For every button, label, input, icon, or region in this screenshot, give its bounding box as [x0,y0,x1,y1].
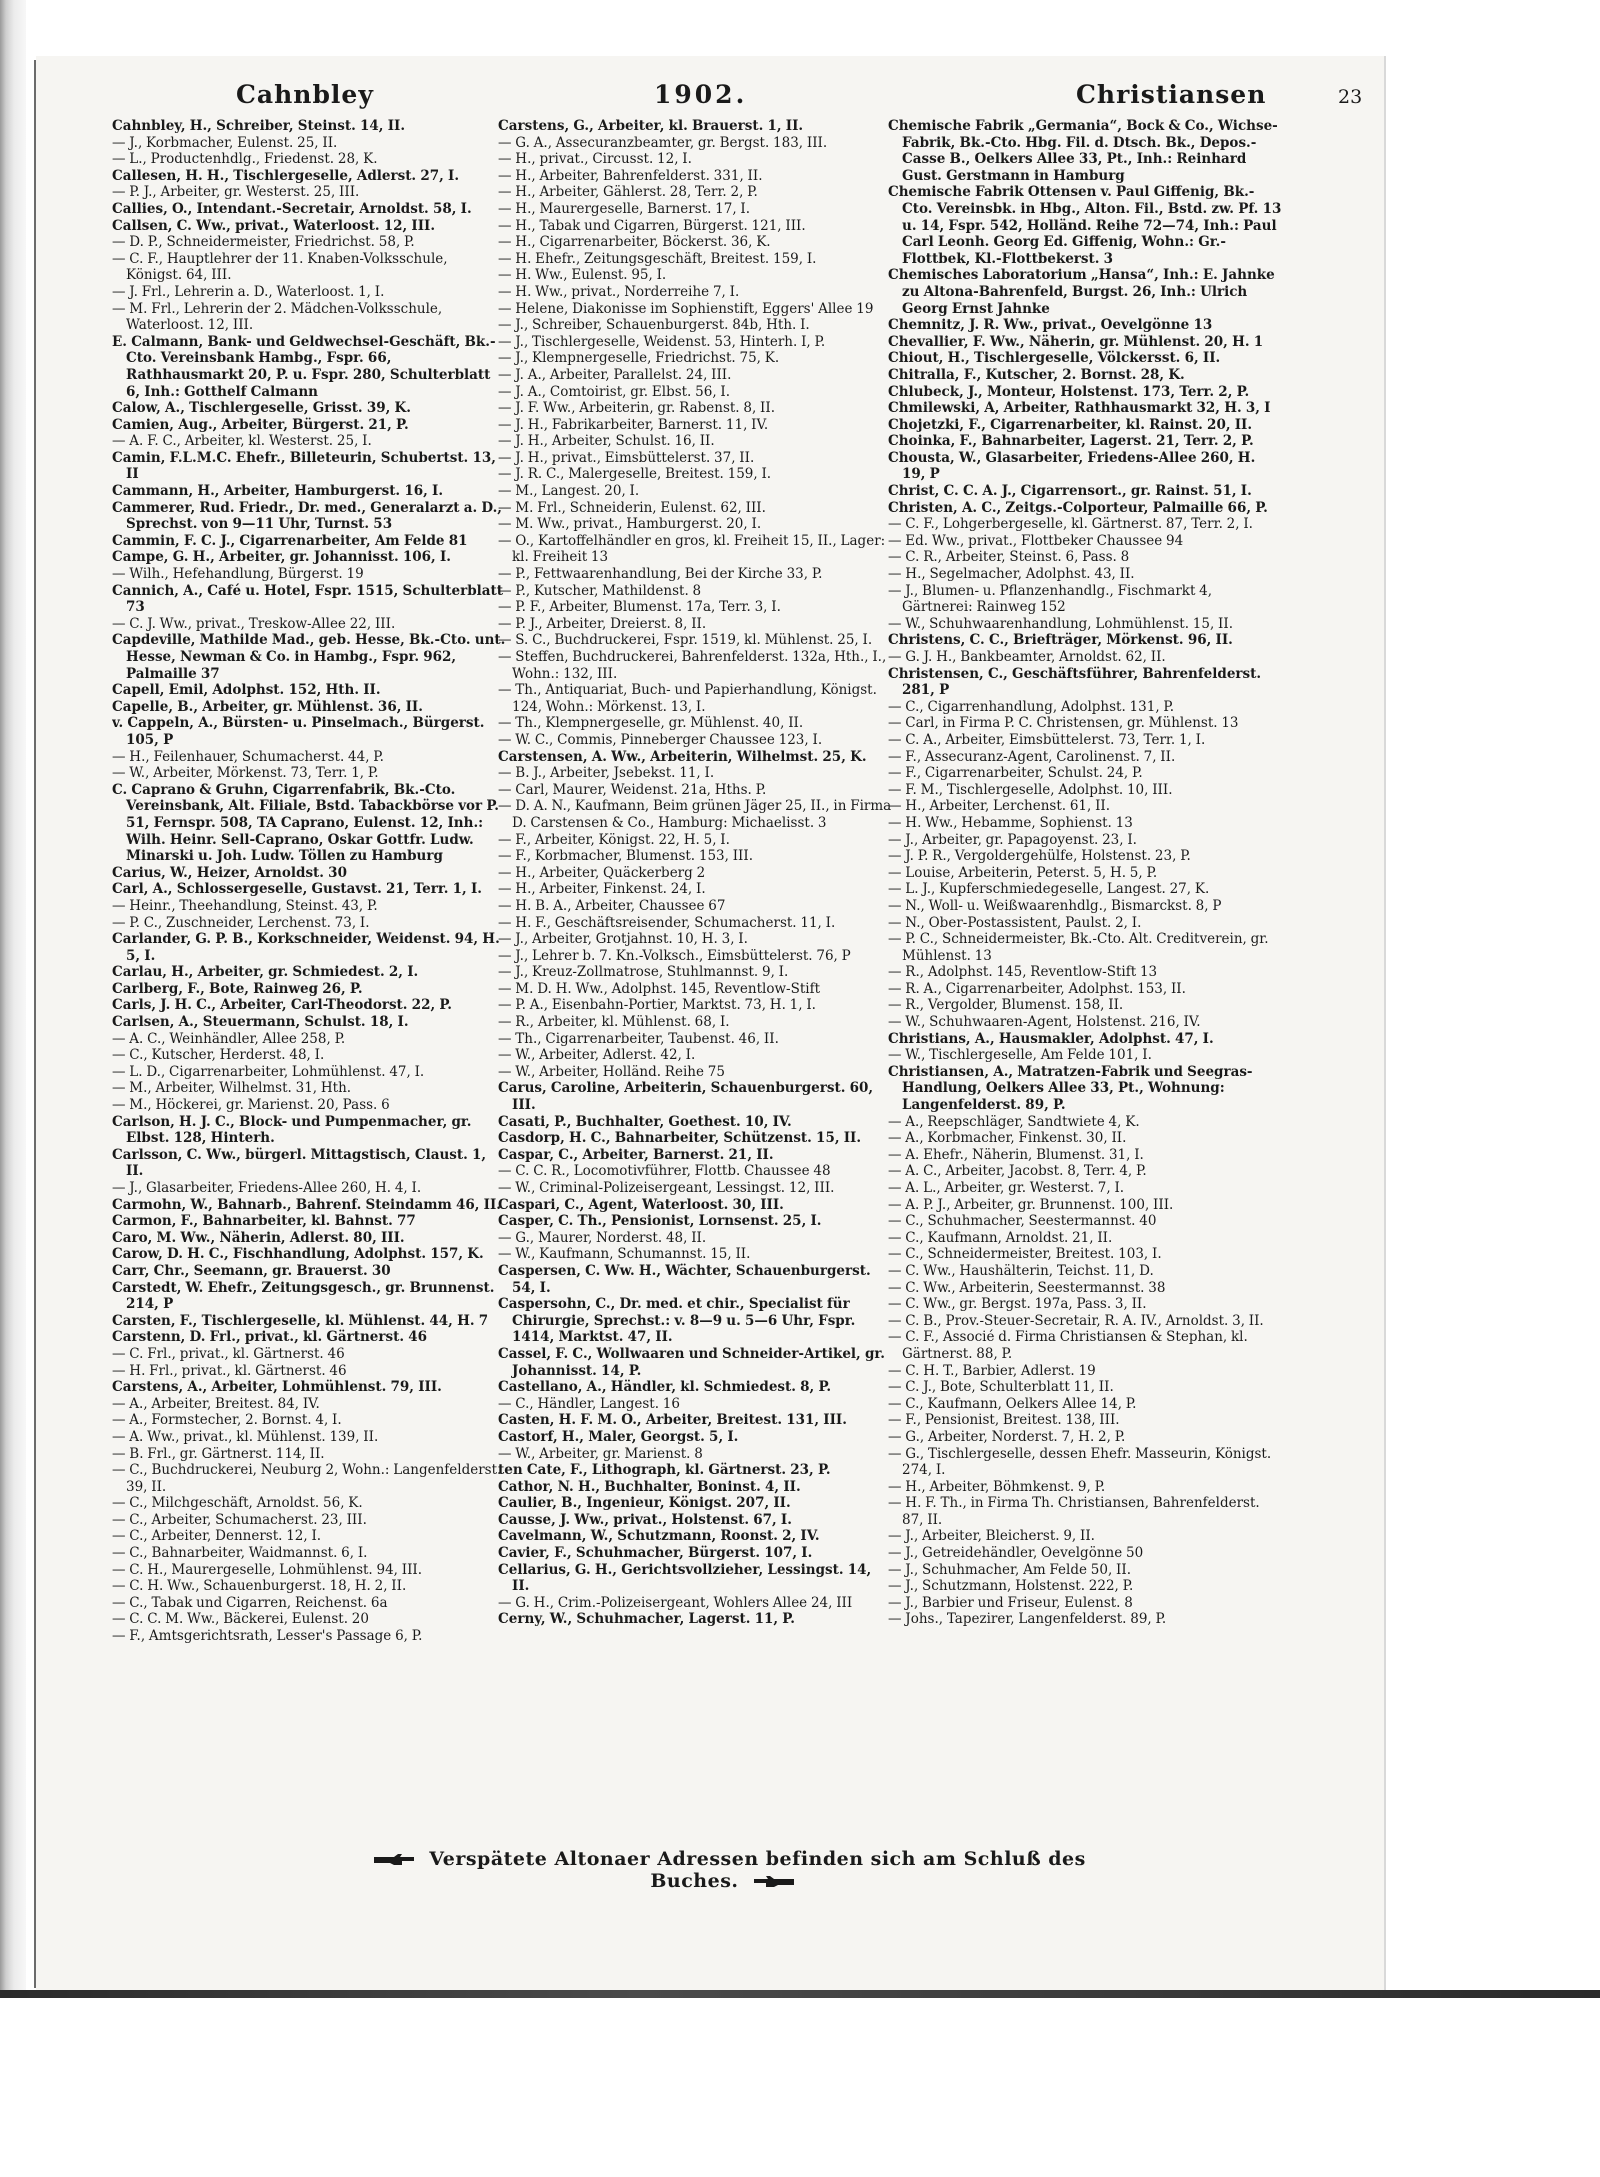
directory-entry: Casper, C. Th., Pensionist, Lornsenst. 25, I. [498,1213,822,1230]
directory-entry: Carus, Caroline, Arbeiterin, Schauenburgerst. 60, III. [498,1080,874,1114]
directory-entry: Cannich, A., Café u. Hotel, Fspr. 1515, Schulterblatt 73 [112,582,503,616]
directory-entry: — C., Arbeiter, Dennerst. 12, I. [112,1528,322,1545]
directory-entry: Camin, F.L.M.C. Ehefr., Billeteurin, Schubertst. 13, II [112,449,496,483]
directory-entry: — Heinr., Theehandlung, Steinst. 43, P. [112,897,378,914]
directory-entry: Cerny, W., Schuhmacher, Lagerst. 11, P. [498,1611,795,1628]
directory-entry: — L., Productenhdlg., Friedenst. 28, K. [112,151,378,168]
directory-entry: Chemnitz, J. R. Ww., privat., Oevelgönne 13 [888,317,1213,334]
directory-entry: — Ed. Ww., privat., Flottbeker Chaussee 94 [888,532,1184,549]
directory-entry: — J., Korbmacher, Eulenst. 25, II. [112,134,338,151]
directory-entry: — W., Schuhwaarenhandlung, Lohmühlenst. 15, II. [888,615,1234,632]
directory-entry: — C., Kaufmann, Arnoldst. 21, II. [888,1229,1113,1246]
directory-entry: — J. F. Ww., Arbeiterin, gr. Rabenst. 8, II. [498,400,776,417]
directory-entry: — P., Kutscher, Mathildenst. 8 [498,582,702,599]
directory-entry: — H., Segelmacher, Adolphst. 43, II. [888,566,1135,583]
directory-entry: Carsten, F., Tischlergeselle, kl. Mühlenst. 44, H. 7 [112,1312,489,1329]
header-right-catchword: Christiansen [1076,80,1267,109]
directory-entry: — Th., Antiquariat, Buch- und Papierhandlung, Königst. 124, Wohn.: Mörkenst. 13, I. [498,682,877,715]
directory-entry: Carstensen, A. Ww., Arbeiterin, Wilhelmst. 25, K. [498,748,867,765]
directory-entry: — C., Schuhmacher, Seestermannst. 40 [888,1213,1157,1230]
directory-entry: — W., Arbeiter, gr. Marienst. 8 [498,1445,703,1462]
directory-entry: Carstens, A., Arbeiter, Lohmühlenst. 79, III. [112,1379,442,1396]
directory-entry: — C. H. T., Barbier, Adlerst. 19 [888,1362,1096,1379]
directory-entry: Carls, J. H. C., Arbeiter, Carl-Theodorst. 22, P. [112,997,452,1014]
directory-entry: — H., Arbeiter, Bahrenfelderst. 331, II. [498,167,763,184]
directory-entry: — H., Tabak und Cigarren, Bürgerst. 121, III. [498,217,806,234]
directory-entry: — M., Langest. 20, I. [498,483,640,500]
directory-entry: Carlau, H., Arbeiter, gr. Schmiedest. 2, I. [112,964,419,981]
directory-entry: — P. A., Eisenbahn-Portier, Marktst. 73, H. 1, I. [498,997,816,1014]
directory-entry: — J. Frl., Lehrerin a. D., Waterloost. 1, I. [112,283,385,300]
directory-entry: — W., Kaufmann, Schumannst. 15, II. [498,1246,751,1263]
directory-entry: Callies, O., Intendant.-Secretair, Arnoldst. 58, I. [112,200,472,217]
directory-entry: Cahnbley, H., Schreiber, Steinst. 14, II. [112,118,406,134]
directory-entry: — H., Arbeiter, Böhmkenst. 9, P. [888,1478,1106,1495]
directory-entry: Christen, A. C., Zeitgs.-Colporteur, Palmaille 66, P. [888,499,1268,516]
directory-entry: — W. C., Commis, Pinneberger Chaussee 123, I. [498,731,823,748]
directory-entry: — O., Kartoffelhändler en gros, kl. Freiheit 15, II., Lager: kl. Freiheit 13 [498,532,886,566]
directory-entry: — W., Schuhwaaren-Agent, Holstenst. 216, IV. [888,1014,1201,1031]
directory-entry: — L. D., Cigarrenarbeiter, Lohmühlenst. 47, I. [112,1063,425,1080]
directory-entry: — J., Schutzmann, Holstenst. 222, P. [888,1578,1134,1595]
directory-entry: — Th., Klempnergeselle, gr. Mühlenst. 40, II. [498,715,804,732]
directory-entry: Cavier, F., Schuhmacher, Bürgerst. 107, I. [498,1545,813,1562]
footer-note-text: Verspätete Altonaer Adressen befinden sich am Schluß des Buches. [429,1848,1086,1892]
directory-entry: — C. A., Arbeiter, Eimsbüttelerst. 73, Terr. 1, I. [888,731,1206,748]
directory-entry: — J., Glasarbeiter, Friedens-Allee 260, H. 4, I. [112,1180,422,1196]
directory-entry: Carius, W., Heizer, Arnoldst. 30 [112,864,347,881]
directory-entry: — F., Pensionist, Breitest. 138, III. [888,1412,1120,1429]
directory-entry: — C., Bahnarbeiter, Waidmannst. 6, I. [112,1545,368,1562]
directory-entry: — H., Feilenhauer, Schumacherst. 44, P. [112,748,384,765]
directory-entry: Carstens, G., Arbeiter, kl. Brauerst. 1, II. [498,118,804,134]
directory-entry: Choinka, F., Bahnarbeiter, Lagerst. 21, Terr. 2, P. [888,433,1254,450]
directory-entry: Chiout, H., Tischlergeselle, Völckersst. 6, II. [888,350,1221,367]
directory-entry: — G., Arbeiter, Norderst. 7, H. 2, P. [888,1428,1126,1445]
directory-entry: Christiansen, A., Matratzen-Fabrik und Seegras-Handlung, Oelkers Allee 33, Pt., Wohnung: Langenfelderst. 89, P. [888,1063,1253,1114]
directory-entry: — J. H., Fabrikarbeiter, Barnerst. 11, IV. [498,416,769,433]
directory-entry: — C., Kutscher, Herderst. 48, I. [112,1047,325,1064]
directory-entry: Chlubeck, J., Monteur, Holstenst. 173, Terr. 2, P. [888,383,1250,400]
directory-entry: — Carl, Maurer, Weidenst. 21a, Hths. P. [498,781,767,798]
directory-entry: — A. P. J., Arbeiter, gr. Brunnenst. 100, III. [888,1196,1174,1213]
directory-entry: Castorf, H., Maler, Georgst. 5, I. [498,1428,739,1445]
directory-entry: — H., Arbeiter, Gählerst. 28, Terr. 2, P. [498,184,758,201]
directory-entry: — R., Vergolder, Blumenst. 158, II. [888,997,1124,1014]
directory-entry: Chmilewski, A, Arbeiter, Rathhausmarkt 32, H. 3, I [888,400,1271,417]
directory-entry: — H. Ww., Hebamme, Sophienst. 13 [888,814,1133,831]
directory-entry: Causse, J. Ww., privat., Holstenst. 67, I. [498,1511,792,1528]
directory-entry: — A., Korbmacher, Finkenst. 30, II. [888,1130,1127,1147]
header-left-catchword: Cahnbley [236,80,374,109]
directory-entry: Callsen, C. Ww., privat., Waterloost. 12, III. [112,217,436,234]
directory-entry: Cavelmann, W., Schutzmann, Roonst. 2, IV. [498,1528,820,1545]
directory-entry: — Th., Cigarrenarbeiter, Taubenst. 46, II. [498,1030,779,1047]
directory-entry: — C. C. R., Locomotivführer, Flottb. Chaussee 48 [498,1163,831,1180]
pointing-hand-left-icon [752,1873,796,1891]
directory-entry: Caspari, C., Agent, Waterloost. 30, III. [498,1196,784,1213]
directory-entry: — J., Arbeiter, gr. Papagoyenst. 23, I. [888,831,1137,848]
directory-entry: — M. Ww., privat., Hamburgerst. 20, I. [498,516,762,533]
directory-entry: Capdeville, Mathilde Mad., geb. Hesse, Bk.-Cto. unt. Hesse, Newman & Co. in Hambg., Fspr. 962, Palmaille 37 [112,632,506,682]
directory-entry: — M. D. H. Ww., Adolphst. 145, Reventlow-Stift [498,980,821,997]
directory-entry: — J., Tischlergeselle, Weidenst. 53, Hinterh. I, P. [498,333,826,350]
directory-entry: — Steffen, Buchdruckerei, Bahrenfelderst. 132a, Hth., I., Wohn.: 132, III. [498,649,887,682]
directory-entry: Christians, A., Hausmakler, Adolphst. 47, I. [888,1030,1214,1047]
directory-entry: Carr, Chr., Seemann, gr. Brauerst. 30 [112,1262,391,1279]
directory-entry: — J., Schuhmacher, Am Felde 50, II. [888,1561,1131,1578]
directory-entry: — C. J., Bote, Schulterblatt 11, II. [888,1379,1114,1396]
directory-entry: — J., Kreuz-Zollmatrose, Stuhlmannst. 9, I. [498,964,789,981]
directory-entry: Cammin, F. C. J., Cigarrenarbeiter, Am Felde 81 [112,532,468,549]
directory-entry: Casati, P., Buchhalter, Goethest. 10, IV. [498,1113,792,1130]
directory-entry: Castellano, A., Händler, kl. Schmiedest. 8, P. [498,1379,832,1396]
directory-entry: Christ, C. C. A. J., Cigarrensort., gr. Rainst. 51, I. [888,483,1252,500]
directory-entry: — J. A., Arbeiter, Parallelst. 24, III. [498,366,732,383]
directory-entry: — H. Ww., Eulenst. 95, I. [498,267,667,284]
directory-entry: — H., Arbeiter, Lerchenst. 61, II. [888,798,1111,815]
directory-entry: — C., Tabak und Cigarren, Reichenst. 6a [112,1594,388,1611]
directory-entry: — A. F. C., Arbeiter, kl. Westerst. 25, I. [112,433,372,450]
directory-entry: — P. J., Arbeiter, Dreierst. 8, II. [498,615,707,632]
directory-entry: — C. H. Ww., Schauenburgerst. 18, H. 2, II. [112,1578,407,1595]
directory-entry: — J., Arbeiter, Bleicherst. 9, II. [888,1528,1095,1545]
directory-entry: — M. Frl., Lehrerin der 2. Mädchen-Volksschule, Waterloost. 12, III. [112,300,443,334]
directory-entry: — Helene, Diakonisse im Sophienstift, Eggers' Allee 19 [498,300,874,317]
directory-entry: — C. C. M. Ww., Bäckerei, Eulenst. 20 [112,1611,369,1628]
directory-entry: Caulier, B., Ingenieur, Königst. 207, II. [498,1495,791,1512]
directory-entry: Carlson, H. J. C., Block- und Pumpenmacher, gr. Elbst. 128, Hinterh. [112,1113,472,1147]
header-year: 1902. [654,80,748,109]
directory-entry: — B. Frl., gr. Gärtnerst. 114, II. [112,1445,325,1462]
directory-entry: — P. C., Schneidermeister, Bk.-Cto. Alt. Creditverein, gr. Mühlenst. 13 [888,931,1269,964]
directory-entry: Christens, C. C., Briefträger, Mörkenst. 96, II. [888,632,1233,649]
directory-entry: v. Cappeln, A., Bürsten- u. Pinselmach., Bürgerst. 105, P [112,715,485,748]
directory-entry: — C. B., Prov.-Steuer-Secretair, R. A. IV., Arnoldst. 3, II. [888,1312,1264,1329]
directory-entry: — C. H., Maurergeselle, Lohmühlenst. 94, III. [112,1561,423,1578]
directory-entry: Chemische Fabrik „Germania“, Bock & Co., Wichse-Fabrik, Bk.-Cto. Hbg. Fil. d. Dtsch. Bk., Depos.-Casse B., Oelkers Allee 33, Pt., Inh.: Reinhard Gust. Gerstmann in Hamburg [888,118,1278,184]
directory-entry: — J. H., Arbeiter, Schulst. 16, II. [498,433,715,450]
directory-entry: — H. F. Th., in Firma Th. Christiansen, Bahrenfelderst. 87, II. [888,1495,1260,1528]
directory-entry: — J., Blumen- u. Pflanzenhandlg., Fischmarkt 4, Gärtnerei: Rainweg 152 [888,582,1213,616]
directory-entry: — H., Cigarrenarbeiter, Böckerst. 36, K. [498,234,771,251]
directory-entry: — H. F., Geschäftsreisender, Schumacherst. 11, I. [498,914,836,931]
directory-entry: — H. Frl., privat., kl. Gärtnerst. 46 [112,1362,347,1379]
directory-entry: — F., Arbeiter, Königst. 22, H. 5, I. [498,831,730,848]
directory-entry: — C., Buchdruckerei, Neuburg 2, Wohn.: Langenfelderst. 39, II. [112,1462,502,1495]
directory-entry: — F., Amtsgerichtsrath, Lesser's Passage 6, P. [112,1628,423,1645]
directory-entry: — C. Ww., Arbeiterin, Seestermannst. 38 [888,1279,1166,1296]
directory-entry: — W., Tischlergeselle, Am Felde 101, I. [888,1047,1152,1064]
directory-entry: — C., Arbeiter, Schumacherst. 23, III. [112,1511,367,1528]
directory-entry: Chitralla, F., Kutscher, 2. Bornst. 28, K. [888,366,1185,383]
directory-entry: — G. J. H., Bankbeamter, Arnoldst. 62, II. [888,649,1166,665]
directory-entry: — W., Arbeiter, Adlerst. 42, I. [498,1047,696,1064]
directory-entry: C. Caprano & Gruhn, Cigarrenfabrik, Bk.-Cto. Vereinsbank, Alt. Filiale, Bstd. Tabackbörse vor P. 51, Fernspr. 508, TA Caprano, Eulenst. 12, Inh.: Wilh. Heinr. Sell-Caprano, Oskar Gottfr. Ludw. Minarski u. Joh. Ludw. Töllen zu Hamburg [112,781,499,865]
directory-entry: E. Calmann, Bank- und Geldwechsel-Geschäft, Bk.-Cto. Vereinsbank Hambg., Fspr. 66, Rathhausmarkt 20, P. u. Fspr. 280, Schulterblatt 6, Inh.: Gotthelf Calmann [112,333,496,400]
directory-entry: — H., Arbeiter, Finkenst. 24, I. [498,881,706,898]
directory-entry: — M., Höckerei, gr. Marienst. 20, Pass. 6 [112,1097,390,1114]
scan-bottom-band [0,1990,1600,1998]
directory-entry: Carow, D. H. C., Fischhandlung, Adolphst. 157, K. [112,1246,484,1263]
directory-entry: — G. H., Crim.-Polizeisergeant, Wohlers Allee 24, III [498,1594,853,1611]
directory-entry: — A. C., Weinhändler, Allee 258, P. [112,1030,346,1047]
directory-entry: — F., Korbmacher, Blumenst. 153, III. [498,848,754,865]
directory-entry: — W., Arbeiter, Holländ. Reihe 75 [498,1063,725,1080]
column-right [888,118,1282,1878]
directory-entry: — C. F., Lohgerbergeselle, kl. Gärtnerst. 87, Terr. 2, I. [888,516,1253,533]
directory-entry: — C. Frl., privat., kl. Gärtnerst. 46 [112,1345,345,1362]
directory-entry: — C. J. Ww., privat., Treskow-Allee 22, III. [112,615,396,632]
directory-entry: — J., Barbier und Friseur, Eulenst. 8 [888,1594,1133,1611]
directory-entry: — J., Getreidehändler, Oevelgönne 50 [888,1545,1144,1562]
directory-entry: Carlander, G. P. B., Korkschneider, Weidenst. 94, H. 5, I. [112,931,500,964]
directory-entry: Chemisches Laboratorium „Hansa“, Inh.: E. Jahnke zu Altona-Bahrenfeld, Burgst. 26, Inh.: Ulrich Georg Ernst Jahnke [888,267,1275,317]
directory-entry: — G., Tischlergeselle, dessen Ehefr. Masseurin, Königst. 274, I. [888,1445,1272,1479]
directory-entry: — W., Criminal-Polizeisergeant, Lessingst. 12, III. [498,1180,835,1196]
directory-entry: — L. J., Kupferschmiedegeselle, Langest. 27, K. [888,881,1210,898]
directory-entry: — J. H., privat., Eimsbüttelerst. 37, II. [498,449,755,466]
directory-entry: — H., Arbeiter, Quäckerberg 2 [498,864,706,881]
page-number: 23 [1338,86,1363,108]
directory-entry: Capell, Emil, Adolphst. 152, Hth. II. [112,682,381,699]
directory-entry: Carstenn, D. Frl., privat., kl. Gärtnerst. 46 [112,1329,428,1346]
directory-entry: — A., Arbeiter, Breitest. 84, IV. [112,1395,320,1412]
directory-page [36,56,1384,1990]
directory-entry: Cathor, N. H., Buchhalter, Boninst. 4, II. [498,1478,801,1495]
footer-note [326,1848,1126,1892]
directory-entry: — C. Ww., gr. Bergst. 197a, Pass. 3, II. [888,1296,1147,1313]
directory-entry: Caspar, C., Arbeiter, Barnerst. 21, II. [498,1146,774,1163]
directory-entry: — R. A., Cigarrenarbeiter, Adolphst. 153, II. [888,980,1186,997]
directory-entry: — D. P., Schneidermeister, Friedrichst. 58, P. [112,234,415,251]
directory-entry: — H. B. A., Arbeiter, Chaussee 67 [498,897,726,914]
directory-entry: — C. F., Hauptlehrer der 11. Knaben-Volksschule, Königst. 64, III. [112,250,448,284]
directory-entry: ten Cate, F., Lithograph, kl. Gärtnerst. 23, P. [498,1462,831,1479]
directory-entry: — F., Cigarrenarbeiter, Schulst. 24, P. [888,765,1143,782]
directory-entry: — Wilh., Hefehandlung, Bürgerst. 19 [112,566,364,583]
directory-entry: Campe, G. H., Arbeiter, gr. Johannisst. 106, I. [112,549,451,566]
directory-entry: — C. R., Arbeiter, Steinst. 6, Pass. 8 [888,549,1130,566]
directory-entry: Carmon, F., Bahnarbeiter, kl. Bahnst. 77 [112,1213,416,1230]
directory-entry: — J. R. C., Malergeselle, Breitest. 159, I. [498,466,772,483]
directory-entry: — P., Fettwaarenhandlung, Bei der Kirche 33, P. [498,566,823,583]
directory-entry: Carstedt, W. Ehefr., Zeitungsgesch., gr. Brunnenst. 214, P [112,1279,495,1313]
directory-entry: — N., Ober-Postassistent, Paulst. 2, I. [888,914,1142,931]
directory-entry: — H. Ehefr., Zeitungsgeschäft, Breitest. 159, I. [498,250,817,267]
directory-entry: — D. A. N., Kaufmann, Beim grünen Jäger 25, II., in Firma D. Carstensen & Co., Hamburg: Michaelisst. 3 [498,798,892,831]
directory-entry: — G., Maurer, Norderst. 48, II. [498,1229,707,1246]
directory-entry: — P. C., Zuschneider, Lerchenst. 73, I. [112,914,370,931]
directory-entry: Calow, A., Tischlergeselle, Grisst. 39, K. [112,400,411,417]
directory-entry: Capelle, B., Arbeiter, gr. Mühlenst. 36, II. [112,698,423,715]
directory-entry: Camien, Aug., Arbeiter, Bürgerst. 21, P. [112,416,409,433]
directory-entry: Caro, M. Ww., Näherin, Adlerst. 80, III. [112,1229,405,1246]
directory-entry: — C., Händler, Langest. 16 [498,1395,680,1412]
column-middle [498,118,892,1878]
directory-entry: — H. Ww., privat., Norderreihe 7, I. [498,283,740,300]
directory-entry: — J., Klempnergeselle, Friedrichst. 75, K. [498,350,780,367]
directory-entry: Carlsen, A., Steuermann, Schulst. 18, I. [112,1014,409,1031]
scan-edge [0,0,26,1990]
directory-entry: — M., Arbeiter, Wilhelmst. 31, Hth. [112,1080,352,1097]
column-left [112,118,506,1878]
running-head [36,80,1384,120]
directory-entry: — G. A., Assecuranzbeamter, gr. Bergst. 183, III. [498,134,828,151]
directory-entry: Cassel, F. C., Wollwaaren und Schneider-Artikel, gr. Johannisst. 14, P. [498,1345,885,1379]
directory-entry: — A., Formstecher, 2. Bornst. 4, I. [112,1412,342,1429]
directory-entry: — F., Assecuranz-Agent, Carolinenst. 7, II. [888,748,1176,765]
directory-entry: — A. Ww., privat., kl. Mühlenst. 139, II. [112,1428,379,1445]
directory-entry: — J. A., Comtoirist, gr. Elbst. 56, I. [498,383,731,400]
directory-entry: — W., Arbeiter, Mörkenst. 73, Terr. 1, P. [112,765,379,782]
directory-entry: — C., Milchgeschäft, Arnoldst. 56, K. [112,1495,363,1512]
directory-entry: — J., Arbeiter, Grotjahnst. 10, H. 3, I. [498,931,748,948]
directory-entry: — M. Frl., Schneiderin, Eulenst. 62, III. [498,499,766,516]
directory-entry: — P. J., Arbeiter, gr. Westerst. 25, III. [112,184,360,201]
directory-entry: — R., Arbeiter, kl. Mühlenst. 68, I. [498,1014,730,1031]
directory-entry: — P. F., Arbeiter, Blumenst. 17a, Terr. 3, I. [498,599,781,616]
directory-entry: Caspersohn, C., Dr. med. et chir., Specialist für Chirurgie, Sprechst.: v. 8—9 u. 5—6 Uhr, Fspr. 1414, Marktst. 47, II. [498,1296,856,1346]
directory-entry: Casdorp, H. C., Bahnarbeiter, Schützenst. 15, II. [498,1130,862,1147]
directory-entry: — F. M., Tischlergeselle, Adolphst. 10, III. [888,781,1173,798]
directory-entry: Christensen, C., Geschäftsführer, Bahrenfelderst. 281, P [888,665,1262,699]
directory-entry: Chojetzki, F., Cigarrenarbeiter, kl. Rainst. 20, II. [888,416,1253,433]
directory-entry: Carlberg, F., Bote, Rainweg 26, P. [112,980,363,997]
directory-entry: Carmohn, W., Bahnarb., Bahrenf. Steindamm 46, II. [112,1196,501,1213]
directory-entry: Casten, H. F. M. O., Arbeiter, Breitest. 131, III. [498,1412,847,1429]
directory-entry: Chemische Fabrik Ottensen v. Paul Giffenig, Bk.-Cto. Vereinsbk. in Hbg., Alton. Fil., Bstd. zw. Pf. 13 u. 14, Fspr. 542, Holländ. Reihe 72—74, Inh.: Paul Carl Leonh. Georg Ed. Giffenig, Wohn.: Gr.-Flottbek, Kl.-Flottbekerst. 3 [888,184,1282,267]
directory-entry: Chevallier, F. Ww., Näherin, gr. Mühlenst. 20, H. 1 [888,333,1264,350]
directory-entry: — Johs., Tapezirer, Langenfelderst. 89, P. [888,1611,1167,1628]
directory-entry: — C. Ww., Haushälterin, Teichst. 11, D. [888,1262,1154,1279]
directory-entry: Cellarius, G. H., Gerichtsvollzieher, Lessingst. 14, II. [498,1561,872,1595]
directory-entry: — A. L., Arbeiter, gr. Westerst. 7, I. [888,1180,1125,1196]
directory-entry: — H., Maurergeselle, Barnerst. 17, I. [498,200,751,217]
directory-entry: Chousta, W., Glasarbeiter, Friedens-Allee 260, H. 19, P [888,449,1256,483]
scan-margin [0,1998,1600,2177]
directory-entry: — J., Schreiber, Schauenburgerst. 84b, Hth. I. [498,317,810,334]
directory-entry: — B. J., Arbeiter, Jsebekst. 11, I. [498,765,715,782]
directory-entry: — C., Schneidermeister, Breitest. 103, I. [888,1246,1162,1263]
directory-entry: Carl, A., Schlossergeselle, Gustavst. 21, Terr. 1, I. [112,881,482,898]
directory-entry: — A. C., Arbeiter, Jacobst. 8, Terr. 4, P. [888,1163,1147,1180]
directory-entry: Callesen, H. H., Tischlergeselle, Adlerst. 27, I. [112,167,460,184]
directory-entry: — Louise, Arbeiterin, Peterst. 5, H. 5, P. [888,864,1158,881]
directory-entry: — R., Adolphst. 145, Reventlow-Stift 13 [888,964,1158,981]
directory-entry: Cammerer, Rud. Friedr., Dr. med., Generalarzt a. D., Sprechst. von 9—11 Uhr, Turnst. 53 [112,499,502,533]
directory-entry: — A. Ehefr., Näherin, Blumenst. 31, I. [888,1146,1144,1163]
directory-entry: Carlsson, C. Ww., bürgerl. Mittagstisch, Claust. 1, II. [112,1146,487,1180]
directory-entry: — J. P. R., Vergoldergehülfe, Holstenst. 23, P. [888,848,1191,865]
directory-entry: — S. C., Buchdruckerei, Fspr. 1519, kl. Mühlenst. 25, I. [498,632,873,649]
directory-entry: — J., Lehrer b. 7. Kn.-Volksch., Eimsbüttelerst. 76, P [498,947,851,964]
directory-entry: — C., Cigarrenhandlung, Adolphst. 131, P. [888,698,1175,715]
directory-entry: — N., Woll- u. Weißwaarenhdlg., Bismarckst. 8, P [888,897,1222,914]
directory-entry: Cammann, H., Arbeiter, Hamburgerst. 16, I. [112,483,444,500]
directory-entry: — H., privat., Circusst. 12, I. [498,151,692,168]
directory-entry: Caspersen, C. Ww. H., Wächter, Schauenburgerst. 54, I. [498,1262,871,1296]
directory-entry: — A., Reepschläger, Sandtwiete 4, K. [888,1113,1140,1130]
directory-entry: — C. F., Associé d. Firma Christiansen & Stephan, kl. Gärtnerst. 88, P. [888,1329,1248,1362]
directory-entry: — Carl, in Firma P. C. Christensen, gr. Mühlenst. 13 [888,715,1239,732]
pointing-hand-right-icon [372,1851,416,1869]
directory-entry: — C., Kaufmann, Oelkers Allee 14, P. [888,1395,1137,1412]
